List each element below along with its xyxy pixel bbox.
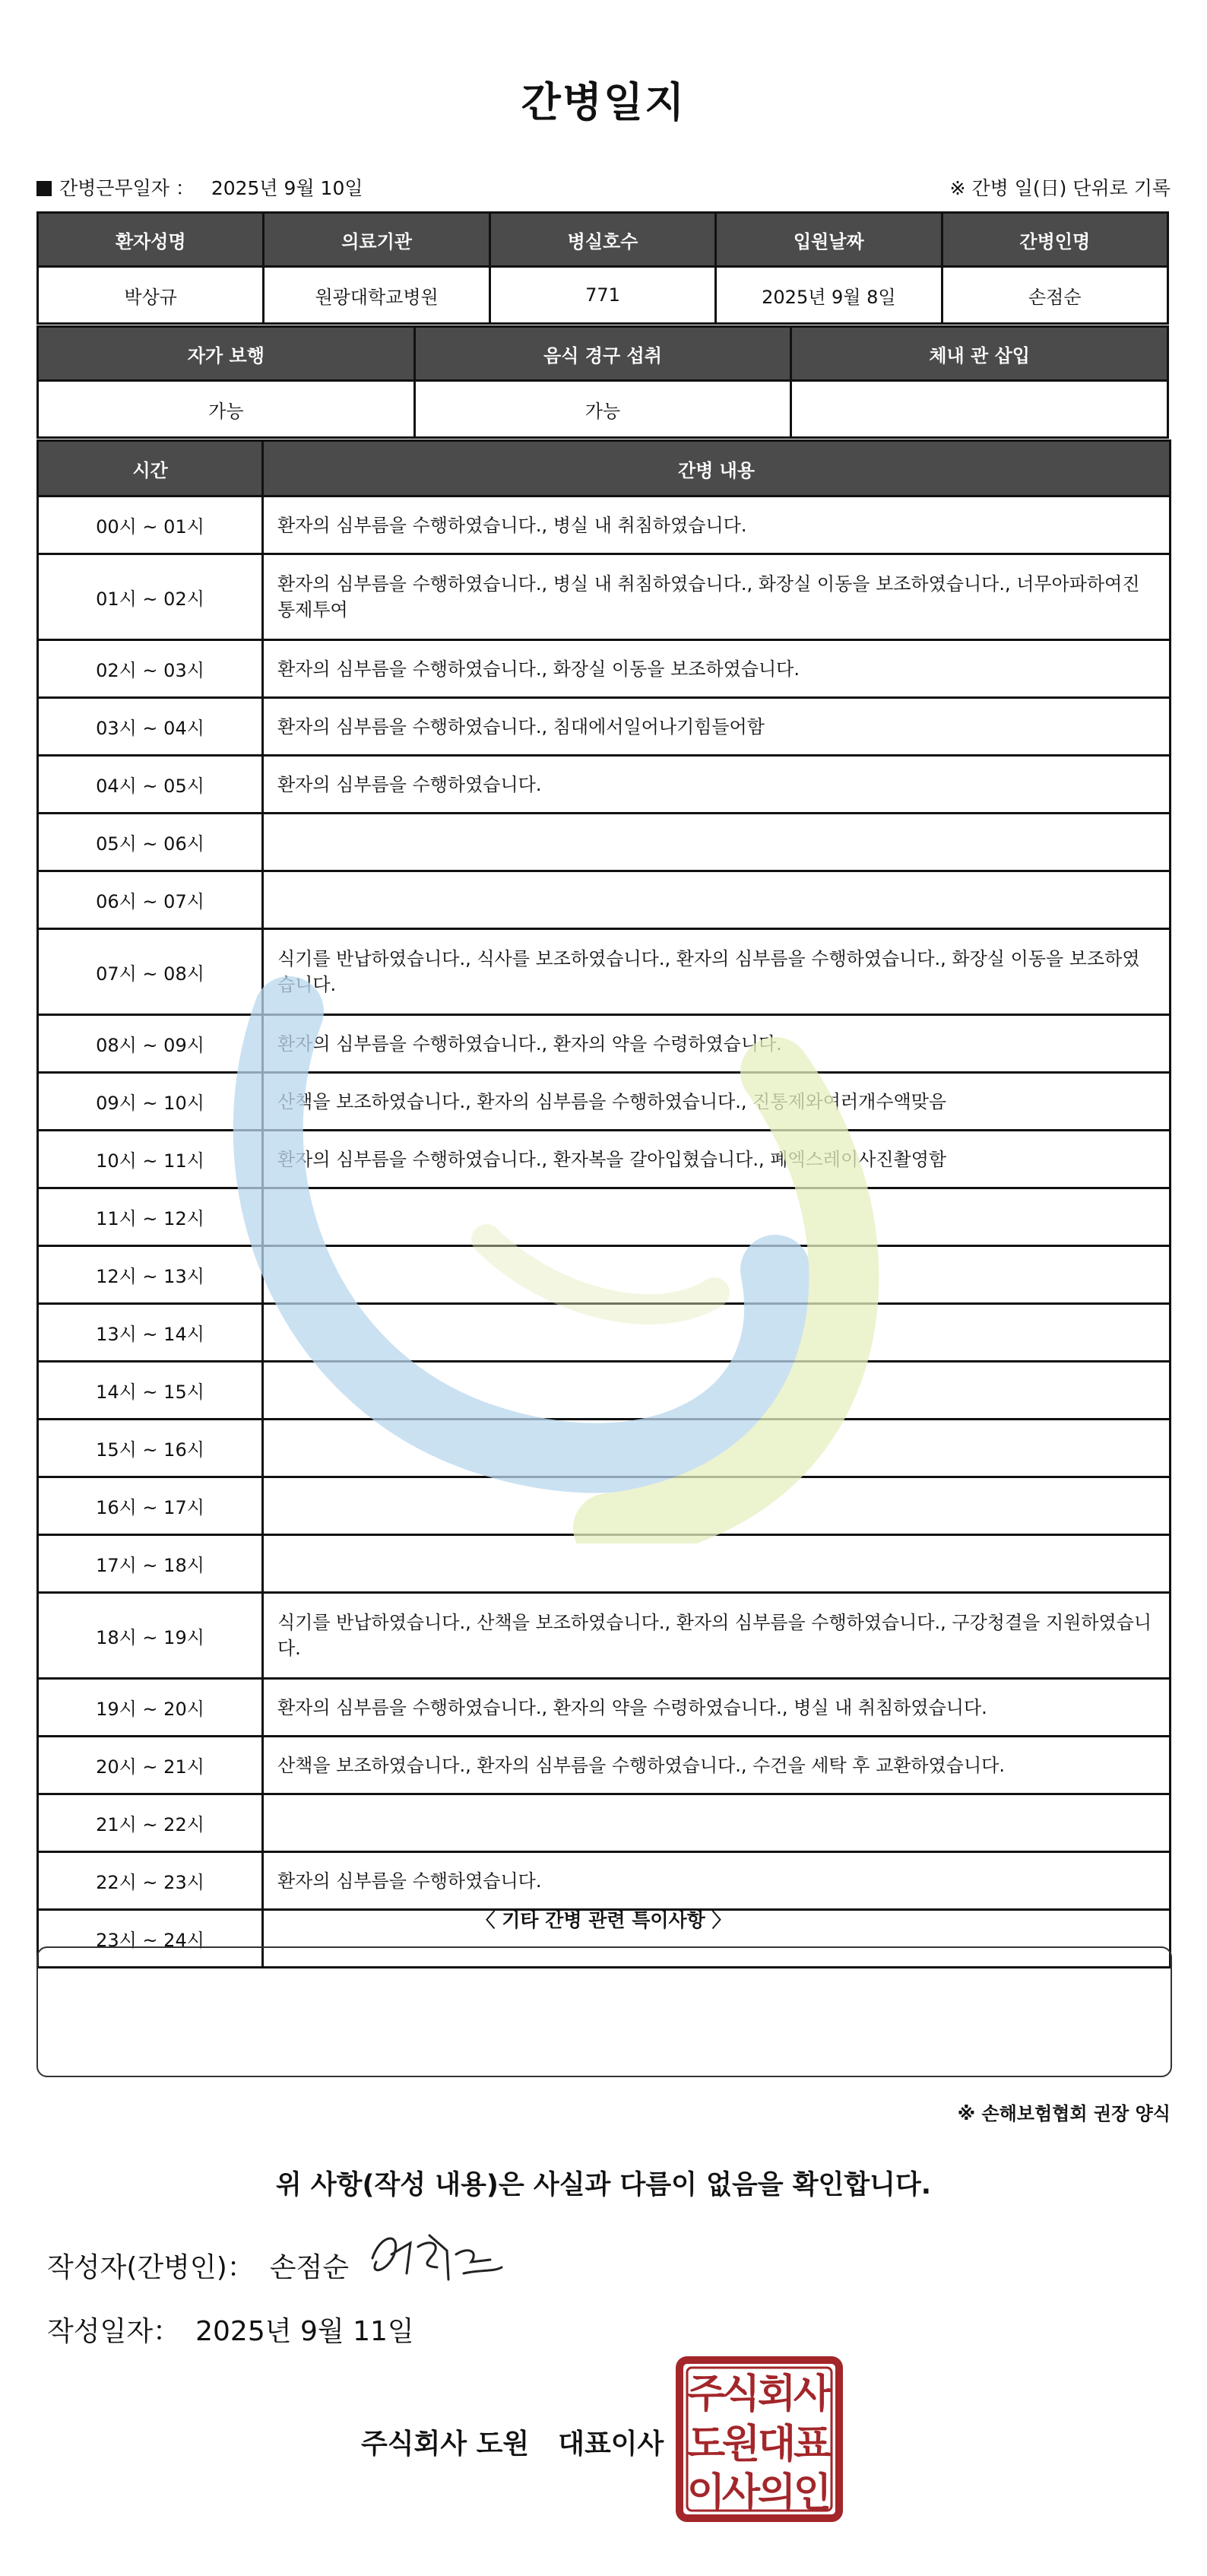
log-content-cell: 환자의 심부름을 수행하였습니다., 침대에서일어나기힘들어함: [263, 698, 1171, 756]
table-row: [38, 814, 1171, 871]
seal-glyph: 이: [686, 2470, 726, 2516]
log-time-cell: 00시 ~ 01시: [38, 496, 263, 554]
table-row: [38, 1420, 1171, 1477]
log-content-cell: 환자의 심부름을 수행하였습니다., 화장실 이동을 보조하였습니다.: [263, 640, 1171, 698]
log-time-cell: 11시 ~ 12시: [38, 1188, 263, 1246]
caregiver-name: 손점순: [942, 267, 1167, 324]
patient-status-table: [36, 325, 1169, 439]
log-time-cell: 18시 ~ 19시: [38, 1593, 263, 1679]
company-name: 주식회사 도원: [361, 2428, 530, 2460]
log-content-cell: [263, 1794, 1171, 1852]
header-caregiver-name: 간병인명: [942, 213, 1167, 267]
header-hospital: 의료기관: [264, 213, 489, 267]
hospital-name: 원광대학교병원: [264, 267, 489, 324]
seal-glyph: 의: [757, 2470, 797, 2516]
log-content-cell: [263, 1188, 1171, 1246]
seal-glyph: 주: [686, 2371, 726, 2417]
table-row: [38, 756, 1171, 814]
seal-glyph: 인: [793, 2470, 832, 2516]
room-number: 771: [489, 267, 715, 324]
representative-title: 대표이사: [558, 2428, 664, 2460]
log-time-cell: 13시 ~ 14시: [38, 1304, 263, 1362]
table-row: [38, 1535, 1171, 1593]
log-content-cell: [263, 1477, 1171, 1535]
log-time-cell: 01시 ~ 02시: [38, 554, 263, 640]
oral-intake-value: 가능: [414, 381, 791, 438]
unit-note: ※ 간병 일(日) 단위로 기록: [949, 177, 1171, 199]
log-time-cell: 06시 ~ 07시: [38, 871, 263, 929]
header-admission-date: 입원날짜: [716, 213, 942, 267]
seal-glyph: 사: [793, 2371, 832, 2417]
seal-glyph: 사: [721, 2470, 761, 2516]
written-date-line: [47, 2310, 414, 2349]
header-self-walking: 자가 보행: [38, 327, 415, 381]
log-content-cell: [263, 871, 1171, 929]
log-content-cell: 환자의 심부름을 수행하였습니다., 환자의 약을 수령하였습니다.: [263, 1015, 1171, 1073]
header-room-number: 병실호수: [489, 213, 715, 267]
writer-name: 손점순: [269, 2252, 350, 2283]
log-content-cell: 환자의 심부름을 수행하였습니다.: [263, 756, 1171, 814]
log-time-cell: 02시 ~ 03시: [38, 640, 263, 698]
table-row: [38, 1477, 1171, 1535]
seal-glyph: 표: [793, 2422, 832, 2467]
seal-glyph: 대: [757, 2422, 797, 2467]
table-row: [38, 1679, 1171, 1737]
table-row: [38, 1737, 1171, 1794]
company-seal-stamp: [675, 2356, 844, 2523]
log-content-cell: [263, 814, 1171, 871]
log-content-cell: 환자의 심부름을 수행하였습니다., 환자복을 갈아입혔습니다., 폐엑스레이사진촬영함: [263, 1131, 1171, 1188]
log-time-cell: 22시 ~ 23시: [38, 1852, 263, 1910]
log-time-cell: 23시 ~ 24시: [38, 1910, 263, 1968]
table-row: [38, 1852, 1171, 1910]
self-walking-value: 가능: [38, 381, 415, 438]
document-title: 간병일지: [521, 78, 686, 126]
work-date-label: 간병근무일자 ：: [59, 177, 195, 199]
log-time-cell: 20시 ~ 21시: [38, 1737, 263, 1794]
recommendation-note: ※ 손해보험협회 권장 양식: [957, 2103, 1171, 2124]
seal-glyph: 식: [721, 2371, 761, 2417]
log-time-cell: 14시 ~ 15시: [38, 1362, 263, 1420]
log-content-cell: 환자의 심부름을 수행하였습니다.: [263, 1852, 1171, 1910]
header-patient-name: 환자성명: [38, 213, 264, 267]
header-care-content: 간병 내용: [263, 441, 1171, 496]
seal-glyph: 도: [686, 2422, 726, 2467]
log-time-cell: 04시 ~ 05시: [38, 756, 263, 814]
written-date-value: 2025년 9월 11일: [195, 2316, 414, 2347]
log-content-cell: 식기를 반납하였습니다., 산책을 보조하였습니다., 환자의 심부름을 수행하였습니다., 구강청결을 지원하였습니다.: [263, 1593, 1171, 1679]
writer-label: 작성자(간병인)：: [47, 2252, 255, 2283]
log-time-cell: 07시 ~ 08시: [38, 929, 263, 1015]
log-time-cell: 19시 ~ 20시: [38, 1679, 263, 1737]
log-content-cell: [263, 1246, 1171, 1304]
log-time-cell: 16시 ~ 17시: [38, 1477, 263, 1535]
header-oral-intake: 음식 경구 섭취: [414, 327, 791, 381]
log-content-cell: 식기를 반납하였습니다., 식사를 보조하였습니다., 환자의 심부름을 수행하였습니다., 화장실 이동을 보조하였습니다.: [263, 929, 1171, 1015]
tube-insertion-value: [791, 381, 1168, 438]
work-date-line: [36, 173, 363, 201]
log-time-cell: 15시 ~ 16시: [38, 1420, 263, 1477]
table-row: [38, 1794, 1171, 1852]
table-row: [38, 496, 1171, 554]
log-time-cell: 12시 ~ 13시: [38, 1246, 263, 1304]
log-time-cell: 09시 ~ 10시: [38, 1073, 263, 1131]
admission-date: 2025년 9월 8일: [716, 267, 942, 324]
special-notes-box: [36, 1946, 1172, 2077]
company-line: [361, 2422, 664, 2461]
table-row: [38, 1131, 1171, 1188]
log-time-cell: 05시 ~ 06시: [38, 814, 263, 871]
seal-glyph: 회: [757, 2371, 797, 2417]
table-row: [38, 640, 1171, 698]
log-content-cell: [263, 1420, 1171, 1477]
log-time-cell: 17시 ~ 18시: [38, 1535, 263, 1593]
table-row: [38, 1593, 1171, 1679]
special-notes-title: 〈 기타 간병 관련 특이사항 〉: [476, 1909, 731, 1931]
log-content-cell: 환자의 심부름을 수행하였습니다., 병실 내 취침하였습니다., 화장실 이동을 보조하였습니다., 너무아파하여진통제투여: [263, 554, 1171, 640]
patient-name: 박상규: [38, 267, 264, 324]
table-row: [38, 1188, 1171, 1246]
handwritten-signature: [357, 2220, 509, 2289]
square-bullet-icon: [36, 181, 52, 196]
header-time: 시간: [38, 441, 263, 496]
seal-glyph: 원: [721, 2422, 761, 2467]
patient-info-table: [36, 211, 1169, 325]
work-date-value: 2025년 9월 10일: [211, 177, 363, 199]
header-tube-insertion: 체내 관 삽입: [791, 327, 1168, 381]
writer-line: [47, 2246, 349, 2285]
table-row: [38, 1073, 1171, 1131]
table-row: [38, 871, 1171, 929]
log-content-cell: [263, 1535, 1171, 1593]
log-time-cell: 08시 ~ 09시: [38, 1015, 263, 1073]
log-content-cell: [263, 1304, 1171, 1362]
table-row: [38, 1362, 1171, 1420]
log-content-cell: 산책을 보조하였습니다., 환자의 심부름을 수행하였습니다., 진통제와여러개수액맞음: [263, 1073, 1171, 1131]
confirmation-statement: 위 사항(작성 내용)은 사실과 다름이 없음을 확인합니다.: [275, 2170, 932, 2200]
table-row: [38, 1015, 1171, 1073]
table-row: [38, 929, 1171, 1015]
log-time-cell: 03시 ~ 04시: [38, 698, 263, 756]
log-content-cell: 환자의 심부름을 수행하였습니다., 환자의 약을 수령하였습니다., 병실 내 취침하였습니다.: [263, 1679, 1171, 1737]
table-row: [38, 554, 1171, 640]
table-row: [38, 1304, 1171, 1362]
table-row: [38, 698, 1171, 756]
log-content-cell: 환자의 심부름을 수행하였습니다., 병실 내 취침하였습니다.: [263, 496, 1171, 554]
log-content-cell: 산책을 보조하였습니다., 환자의 심부름을 수행하였습니다., 수건을 세탁 후 교환하였습니다.: [263, 1737, 1171, 1794]
table-row: [38, 1246, 1171, 1304]
log-time-cell: 10시 ~ 11시: [38, 1131, 263, 1188]
written-date-label: 작성일자：: [47, 2316, 181, 2347]
log-content-cell: [263, 1362, 1171, 1420]
log-time-cell: 21시 ~ 22시: [38, 1794, 263, 1852]
care-log-table: [36, 439, 1171, 1968]
